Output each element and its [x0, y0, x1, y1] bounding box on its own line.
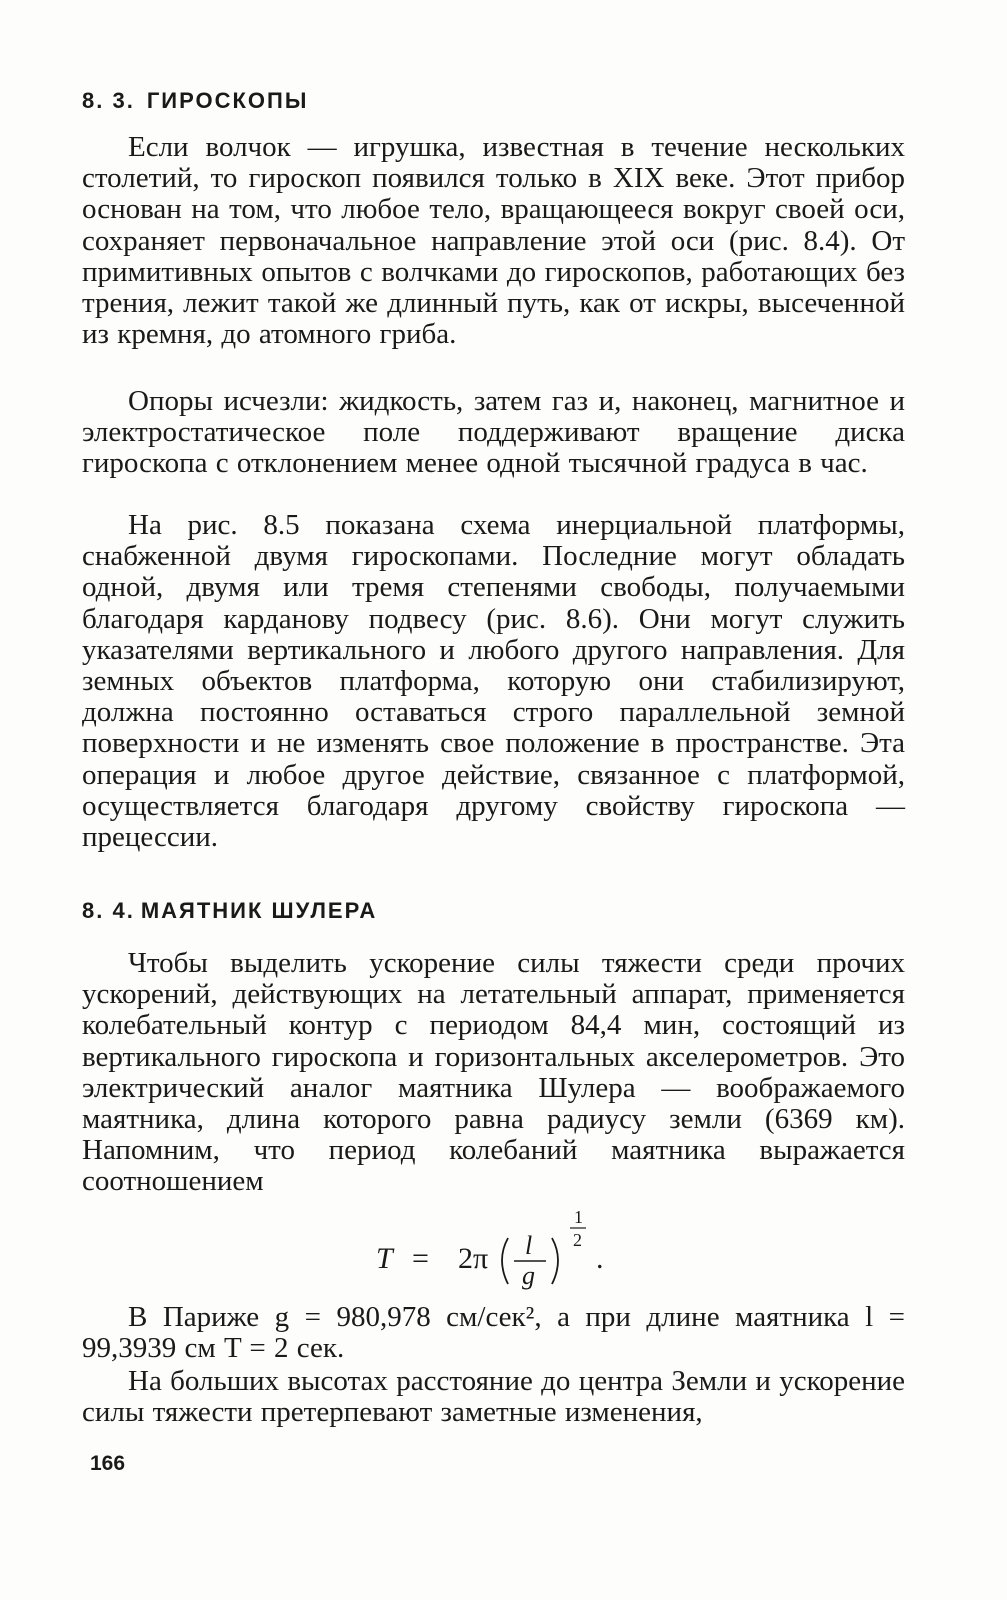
section-title: МАЯТНИК ШУЛЕРА	[140, 898, 378, 923]
section-heading-gyroscopes	[82, 88, 308, 114]
section-number: 8. 4.	[82, 898, 135, 923]
paragraph: Если волчок — игрушка, известная в течение нескольких столетий, то гироскоп появился только в XIX веке. Этот прибор основан на том, что любое тело, вращающееся вокруг своей оси, сохраняет первоначальное направление этой оси (рис. 8.4). От примитивных опытов с волчками до гироскопов, работающих без трения, лежит такой же длинный путь, как от искры, высеченной из кремня, до атомного гриба.	[82, 131, 905, 351]
formula-denominator: g	[522, 1261, 535, 1290]
formula-coefficient: 2π	[458, 1242, 489, 1275]
formula-numerator: l	[525, 1231, 533, 1260]
section-number: 8. 3.	[82, 88, 135, 113]
paragraph: Чтобы выделить ускорение силы тяжести среди прочих ускорений, действующих на летательный аппарат, применяется колебательный контур с периодом 84,4 мин, состоящий из вертикального гироскопа и горизонтальных акселерометров. Это электрический аналог маятника Шулера — воображаемого маятника, длина которого равна радиусу земли (6369 км). Напомним, что период колебаний маятника выражается соотношением	[82, 947, 905, 1198]
pendulum-period-formula	[370, 1210, 650, 1290]
formula-exponent-denominator: 2	[573, 1230, 582, 1250]
formula-period: .	[596, 1242, 604, 1275]
paragraph: В Париже g = 980,978 см/сек², а при длине маятника l = 99,3939 см T = 2 сек.	[82, 1301, 905, 1365]
formula-equals: =	[412, 1242, 429, 1275]
formula-exponent-numerator: 1	[574, 1210, 583, 1227]
page-number: 166	[90, 1452, 126, 1475]
formula-left-paren	[502, 1238, 508, 1284]
formula-svg	[370, 1210, 650, 1290]
section-title: ГИРОСКОПЫ	[146, 88, 309, 113]
section-heading-schuler-pendulum	[82, 898, 377, 924]
paragraph: На больших высотах расстояние до центра Земли и ускорение силы тяжести претерпевают заметные изменения,	[82, 1365, 905, 1429]
formula-lhs: T	[376, 1242, 393, 1275]
paragraph: Опоры исчезли: жидкость, затем газ и, наконец, магнитное и электростатическое поле поддерживают вращение диска гироскопа с отклонением менее одной тысячной градуса в час.	[82, 385, 905, 480]
paragraph: На рис. 8.5 показана схема инерциальной платформы, снабженной двумя гироскопами. Последние могут обладать одной, двумя или тремя степенями свободы, получаемыми благодаря карданову подвесу (рис. 8.6). Они могут служить указателями вертикального и любого другого направления. Для земных объектов платформа, которую они стабилизируют, должна постоянно оставаться строго параллельной земной поверхности и не изменять свое положение в пространстве. Эта операция и любое другое действие, связанное с платформой, осуществляется благодаря другому свойству гироскопа — прецессии.	[82, 509, 905, 854]
formula-right-paren	[552, 1238, 558, 1284]
